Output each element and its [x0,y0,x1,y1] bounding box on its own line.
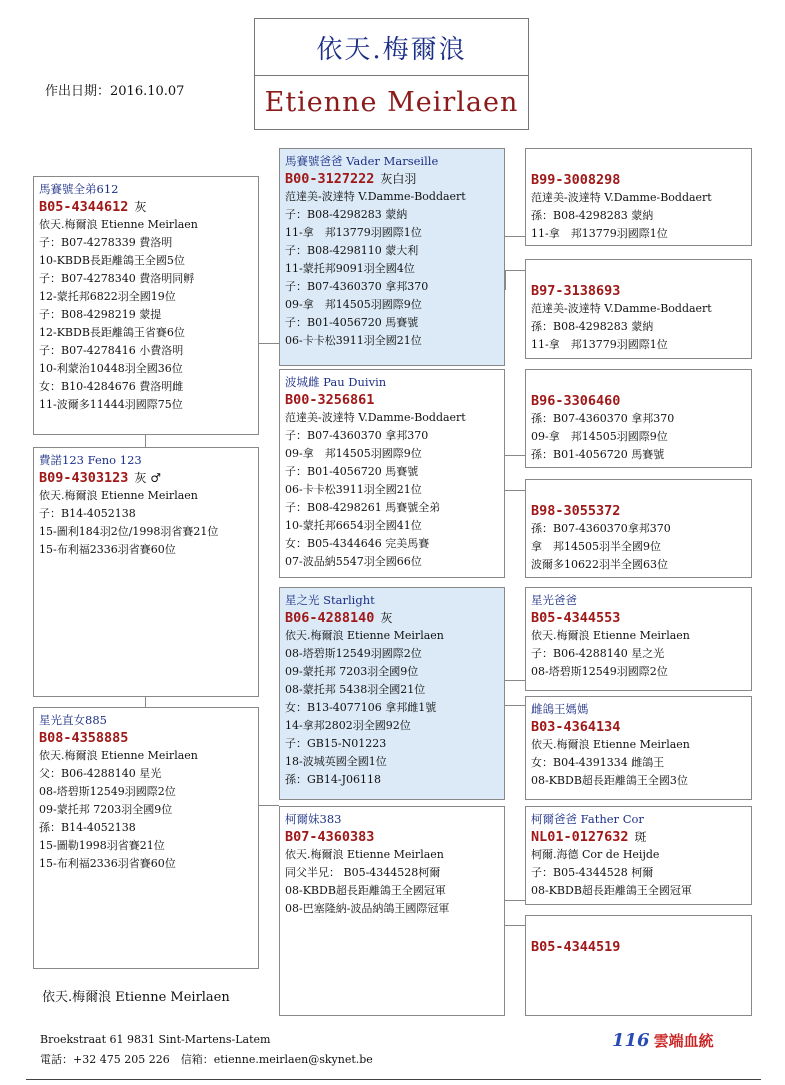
card-lines [39,487,258,559]
card-lines [531,410,751,464]
breeder-signature: 依天.梅爾浪 Etienne Meirlaen [42,990,230,1005]
card-lines [531,520,751,574]
card-detail-line: 08-KBDB超長距離鴿王全國冠軍 [531,884,692,897]
ring-number-text: B07-4360383 [285,829,375,845]
card-detail-line: 女：B10-4284676 費洛明雌 [39,380,184,393]
pedigree-card-great-grandparent-5 [525,587,752,691]
card-detail-line: 孫：B14-4052138 [39,821,136,834]
card-detail-line: 08-塔碧斯12549羽國際2位 [39,785,176,798]
connector-line [505,900,525,901]
ring-number [531,938,751,956]
card-lines [285,409,504,571]
card-lines [285,188,504,350]
card-lines [39,216,258,414]
pedigree-card-great-grandparent-6 [525,696,752,800]
card-detail-line: 08-蒙托邦 5438羽全國21位 [285,683,426,696]
pedigree-card-great-grandparent-1 [525,148,752,246]
card-detail-line: 09-拿 邦14505羽國際9位 [285,298,422,311]
card-detail-line: 拿 邦14505羽半全國9位 [531,540,661,553]
pigeon-name: 星之光 Starlight [285,593,375,607]
connector-line [505,270,525,271]
card-lines [531,846,751,900]
connector-line [259,343,279,344]
connector-line [505,270,506,290]
pedigree-card-great-grandparent-8 [525,915,752,1016]
ring-number [531,609,751,627]
card-detail-line: 范達美-波達特 V.Damme-Boddaert [285,411,466,424]
card-detail-line: 子：B08-4298110 蒙大利 [285,244,419,257]
card-detail-line: 15-圖勒1998羽省賽21位 [39,839,165,852]
card-detail-line: 09-蒙托邦 7203羽全國9位 [39,803,173,816]
card-detail-line: 依天.梅爾浪 Etienne Meirlaen [531,738,690,751]
breeder-address: Broekstraat 61 9831 Sint-Martens-Latem [40,1033,271,1046]
card-detail-line: 12-蒙托邦6822羽全國19位 [39,290,176,303]
card-detail-line: 15-布利福2336羽省賽60位 [39,857,176,870]
card-detail-line: 女：B13-4077106 拿邦雌1號 [285,701,437,714]
pedigree-card-great-grandparent-3 [525,369,752,468]
card-lines [39,747,258,873]
pedigree-card-granddam-maternal [279,806,505,1016]
connector-line [505,925,525,926]
pigeon-name: 星光爸爸 [531,593,577,607]
card-detail-line: 孫：GB14-J06118 [285,773,381,786]
ring-number [531,392,751,410]
title-box [254,18,529,130]
card-detail-line: 子：B14-4052138 [39,507,136,520]
ring-number [285,609,504,627]
ring-number-text: B05-4344519 [531,939,621,955]
ring-number [531,828,751,846]
logo-text: 雲端血統 [653,1032,714,1050]
card-detail-line: 依天.梅爾浪 Etienne Meirlaen [285,629,444,642]
ring-number-text: B97-3138693 [531,283,621,299]
ring-number-text: B99-3008298 [531,172,621,188]
card-detail-line: 08-KBDB超長距離鴿王全國3位 [531,774,688,787]
card-detail-line: 依天.梅爾浪 Etienne Meirlaen [39,749,198,762]
connector-line [259,805,279,806]
card-detail-line: 15-圖利184羽2位/1998羽省賽21位 [39,525,219,538]
card-detail-line: 依天.梅爾浪 Etienne Meirlaen [285,848,444,861]
card-detail-line: 06-卡卡松3911羽全國21位 [285,334,422,347]
card-detail-line: 08-KBDB超長距離鴿王全國冠軍 [285,884,446,897]
ring-number-text: B00-3256861 [285,392,375,408]
pedigree-card-grandsire-maternal [279,587,505,800]
breeder-contact: 電話：+32 475 205 226 信箱：etienne.meirlaen@skynet.be [40,1053,373,1066]
pedigree-card-dam [33,707,259,969]
pigeon-name: 雌鴿王媽媽 [531,702,589,716]
pedigree-card-sire [33,176,259,435]
card-detail-line: 柯爾.海德 Cor de Heijde [531,848,660,861]
card-lines [285,627,504,789]
card-detail-line: 范達美-波達特 V.Damme-Boddaert [531,302,712,315]
card-detail-line: 子：B01-4056720 馬賽號 [285,465,419,478]
connector-line [145,697,146,707]
card-detail-line: 11-拿 邦13779羽國際1位 [531,227,668,240]
card-detail-line: 孫：B01-4056720 馬賽號 [531,448,665,461]
card-detail-line: 子：B08-4298283 蒙納 [285,208,408,221]
card-detail-line: 18-波城英國全國1位 [285,755,387,768]
card-detail-line: 15-布利福2336羽省賽60位 [39,543,176,556]
ring-number-text: B03-4364134 [531,719,621,735]
connector-line [505,455,525,456]
card-detail-line: 06-卡卡松3911羽全國21位 [285,483,422,496]
breeder-name-chinese: 依天.梅爾浪 [316,35,467,65]
card-lines [285,846,504,918]
card-detail-line: 09-拿 邦14505羽國際9位 [285,447,422,460]
connector-line [505,236,525,237]
card-lines [531,627,751,681]
card-lines [531,189,751,243]
card-detail-line: 孫：B08-4298283 蒙納 [531,209,654,222]
card-detail-line: 11-波爾多11444羽國際75位 [39,398,183,411]
connector-line [505,680,525,681]
ring-number [39,198,258,216]
card-detail-line: 09-拿 邦14505羽國際9位 [531,430,668,443]
card-detail-line: 子：B06-4288140 星之光 [531,647,665,660]
ring-number-text: B08-4358885 [39,730,129,746]
card-detail-line: 父：B06-4288140 星光 [39,767,162,780]
ring-number-text: NL01-0127632 [531,829,629,845]
card-detail-line: 11-拿 邦13779羽國際1位 [531,338,668,351]
card-detail-line: 14-拿邦2802羽全國92位 [285,719,411,732]
ring-number-text: B98-3055372 [531,503,621,519]
ring-number-text: B06-4288140 [285,610,375,626]
card-detail-line: 范達美-波達特 V.Damme-Boddaert [285,190,466,203]
connector-line [145,435,146,447]
pedigree-card-subject [33,447,259,697]
footer-divider [26,1079,761,1080]
card-detail-line: 子：B05-4344528 柯爾 [531,866,654,879]
card-detail-line: 09-蒙托邦 7203羽全國9位 [285,665,419,678]
card-detail-line: 11-拿 邦13779羽國際1位 [285,226,422,239]
pedigree-card-granddam-paternal [279,369,505,578]
card-detail-line: 08-巴塞隆納-波品納鴿王國際冠軍 [285,902,450,915]
card-detail-line: 同父半兄： B05-4344528柯爾 [285,866,441,879]
pedigree-card-grandsire-paternal [279,148,505,366]
ring-number [531,502,751,520]
pigeon-name: 馬賽號爸爸 Vader Marseille [285,154,439,168]
card-detail-line: 08-塔碧斯12549羽國際2位 [285,647,422,660]
card-detail-line: 10-KBDB長距離鴿王全國5位 [39,254,185,267]
ring-number [39,729,258,747]
color-note: 斑 [634,830,647,844]
card-detail-line: 子：B07-4278340 費洛明同孵 [39,272,195,285]
ring-number-text: B05-4344612 [39,199,129,215]
creation-date: 作出日期：2016.10.07 [45,84,185,99]
ring-number-text: B09-4303123 [39,470,129,486]
connector-line [505,490,525,491]
title-divider [255,75,528,76]
card-detail-line: 11-蒙托邦9091羽全國4位 [285,262,415,275]
card-detail-line: 10-利蒙治10448羽全國36位 [39,362,183,375]
card-detail-line: 子：B07-4278339 費洛明 [39,236,173,249]
card-detail-line: 孫：B07-4360370拿邦370 [531,522,671,535]
card-detail-line: 依天.梅爾浪 Etienne Meirlaen [39,489,198,502]
ring-number-text: B05-4344553 [531,610,621,626]
pigeon-name: 柯爾妹383 [285,812,342,826]
card-detail-line: 子：B07-4278416 小費洛明 [39,344,184,357]
ring-number [531,718,751,736]
color-note: 灰 [134,200,147,214]
ring-number-text: B00-3127222 [285,171,375,187]
pedigree-card-great-grandparent-7 [525,806,752,905]
pedigree-card-great-grandparent-4 [525,479,752,578]
pigeon-name: 星光直女885 [39,713,107,727]
pigeon-name: 馬賽號全弟612 [39,182,119,196]
ring-number [285,170,504,188]
card-detail-line: 12-KBDB長距離鴿王省賽6位 [39,326,185,339]
ring-number [285,828,504,846]
logo-number: 116 [612,1030,650,1051]
card-detail-line: 子：B08-4298261 馬賽號全弟 [285,501,441,514]
card-lines [531,736,751,790]
color-note: 灰 ♂ [134,471,161,485]
ring-number [39,469,258,487]
pedigree-card-great-grandparent-2 [525,259,752,359]
ring-number [531,171,751,189]
card-detail-line: 07-波品納5547羽全國66位 [285,555,422,568]
ring-number [531,282,751,300]
card-detail-line: 孫：B08-4298283 蒙納 [531,320,654,333]
card-detail-line: 范達美-波達特 V.Damme-Boddaert [531,191,712,204]
card-detail-line: 子：B07-4360370 拿邦370 [285,280,429,293]
card-lines [531,300,751,354]
card-detail-line: 子：B08-4298219 蒙提 [39,308,162,321]
connector-line [505,705,525,706]
pigeon-name: 費諾123 Feno 123 [39,453,142,467]
card-detail-line: 08-塔碧斯12549羽國際2位 [531,665,668,678]
color-note: 灰白羽 [380,172,417,186]
pigeon-name: 波城雌 Pau Duivin [285,375,387,389]
card-detail-line: 依天.梅爾浪 Etienne Meirlaen [531,629,690,642]
card-detail-line: 女：B05-4344646 完美馬賽 [285,537,430,550]
card-detail-line: 子：B01-4056720 馬賽號 [285,316,419,329]
card-detail-line: 波爾多10622羽半全國63位 [531,558,668,571]
card-detail-line: 子：B07-4360370 拿邦370 [285,429,429,442]
color-note: 灰 [380,611,393,625]
card-detail-line: 孫：B07-4360370 拿邦370 [531,412,675,425]
ring-number [285,391,504,409]
ring-number-text: B96-3306460 [531,393,621,409]
card-detail-line: 10-蒙托邦6654羽全國41位 [285,519,422,532]
brand-logo [612,1030,714,1051]
breeder-name-english: Etienne Meirlaen [264,87,519,118]
card-detail-line: 依天.梅爾浪 Etienne Meirlaen [39,218,198,231]
card-detail-line: 子：GB15-N01223 [285,737,387,750]
pigeon-name: 柯爾爸爸 Father Cor [531,812,644,826]
card-detail-line: 女：B04-4391334 雌鴿王 [531,756,665,769]
